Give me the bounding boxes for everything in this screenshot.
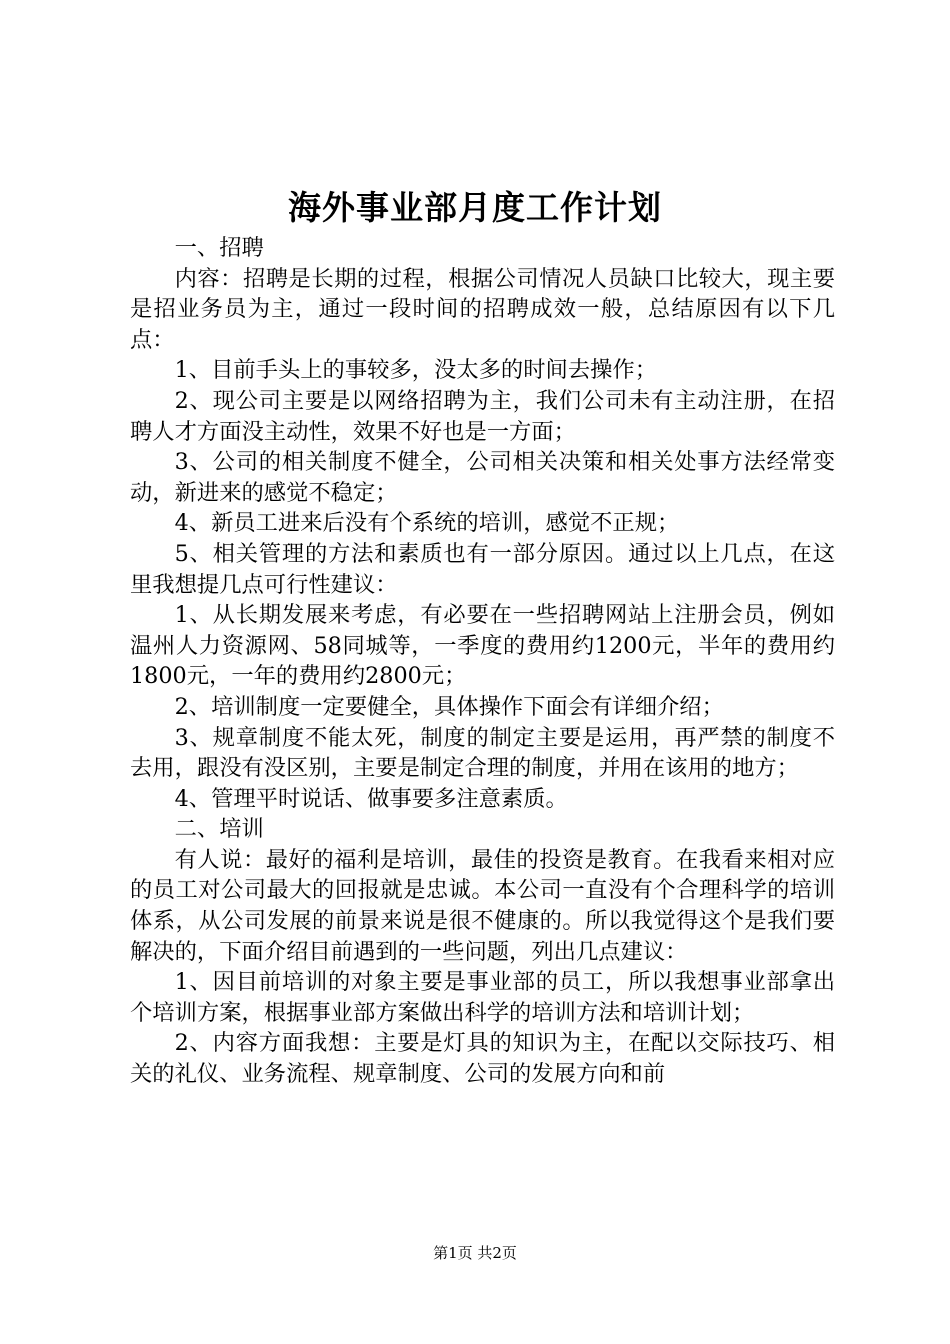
list-item: 5、相关管理的方法和素质也有一部分原因。通过以上几点，在这里我想提几点可行性建议： [130,540,835,598]
list-item: 2、培训制度一定要健全，具体操作下面会有详细介绍； [174,693,724,720]
list-item: 1、目前手头上的事较多，没太多的时间去操作； [174,357,658,384]
list-item: 1、从长期发展来考虑，有必要在一些招聘网站上注册会员，例如温州人力资源网、58同城等，一季度的费用约1200元，半年的费用约1800元，一年的费用约2800元； [130,602,835,690]
list-item: 3、规章制度不能太死，制度的制定主要是运用，再严禁的制度不去用，跟没有没区别，主要是制定合理的制度，并用在该用的地方； [130,724,835,782]
list-item: 3、公司的相关制度不健全，公司相关决策和相关处事方法经常变动，新进来的感觉不稳定； [130,449,835,506]
list-item: 2、现公司主要是以网络招聘为主，我们公司未有主动注册，在招聘人才方面没主动性，效果不好也是一方面； [130,387,835,445]
paragraph: 内容：招聘是长期的过程，根据公司情况人员缺口比较大，现主要是招业务员为主，通过一段时间的招聘成效一般，总结原因有以下几点： [130,265,835,353]
list-item: 4、管理平时说话、做事要多注意素质。 [174,785,568,812]
list-item: 2、内容方面我想：主要是灯具的知识为主，在配以交际技巧、相关的礼仪、业务流程、规章制度、公司的发展方向和前 [130,1030,835,1088]
paragraph: 有人说：最好的福利是培训，最佳的投资是教育。在我看来相对应的员工对公司最大的回报就是忠诚。本公司一直没有个合理科学的培训体系，从公司发展的前景来说是很不健康的。所以我觉得这个是我们要解决的，下面介绍目前遇到的一些问题，列出几点建议： [130,846,835,965]
list-item: 1、因目前培训的对象主要是事业部的员工，所以我想事业部拿出个培训方案，根据事业部方案做出科学的培训方法和培训计划； [130,969,835,1026]
list-item: 4、新员工进来后没有个系统的培训，感觉不正规； [174,510,680,537]
section-heading: 一、招聘 [174,235,264,261]
section-heading: 二、培训 [174,816,264,843]
document-body [130,233,835,1090]
document-title: 海外事业部月度工作计划 [288,188,662,227]
page-number-footer: 第1页 共2页 [433,1244,517,1262]
